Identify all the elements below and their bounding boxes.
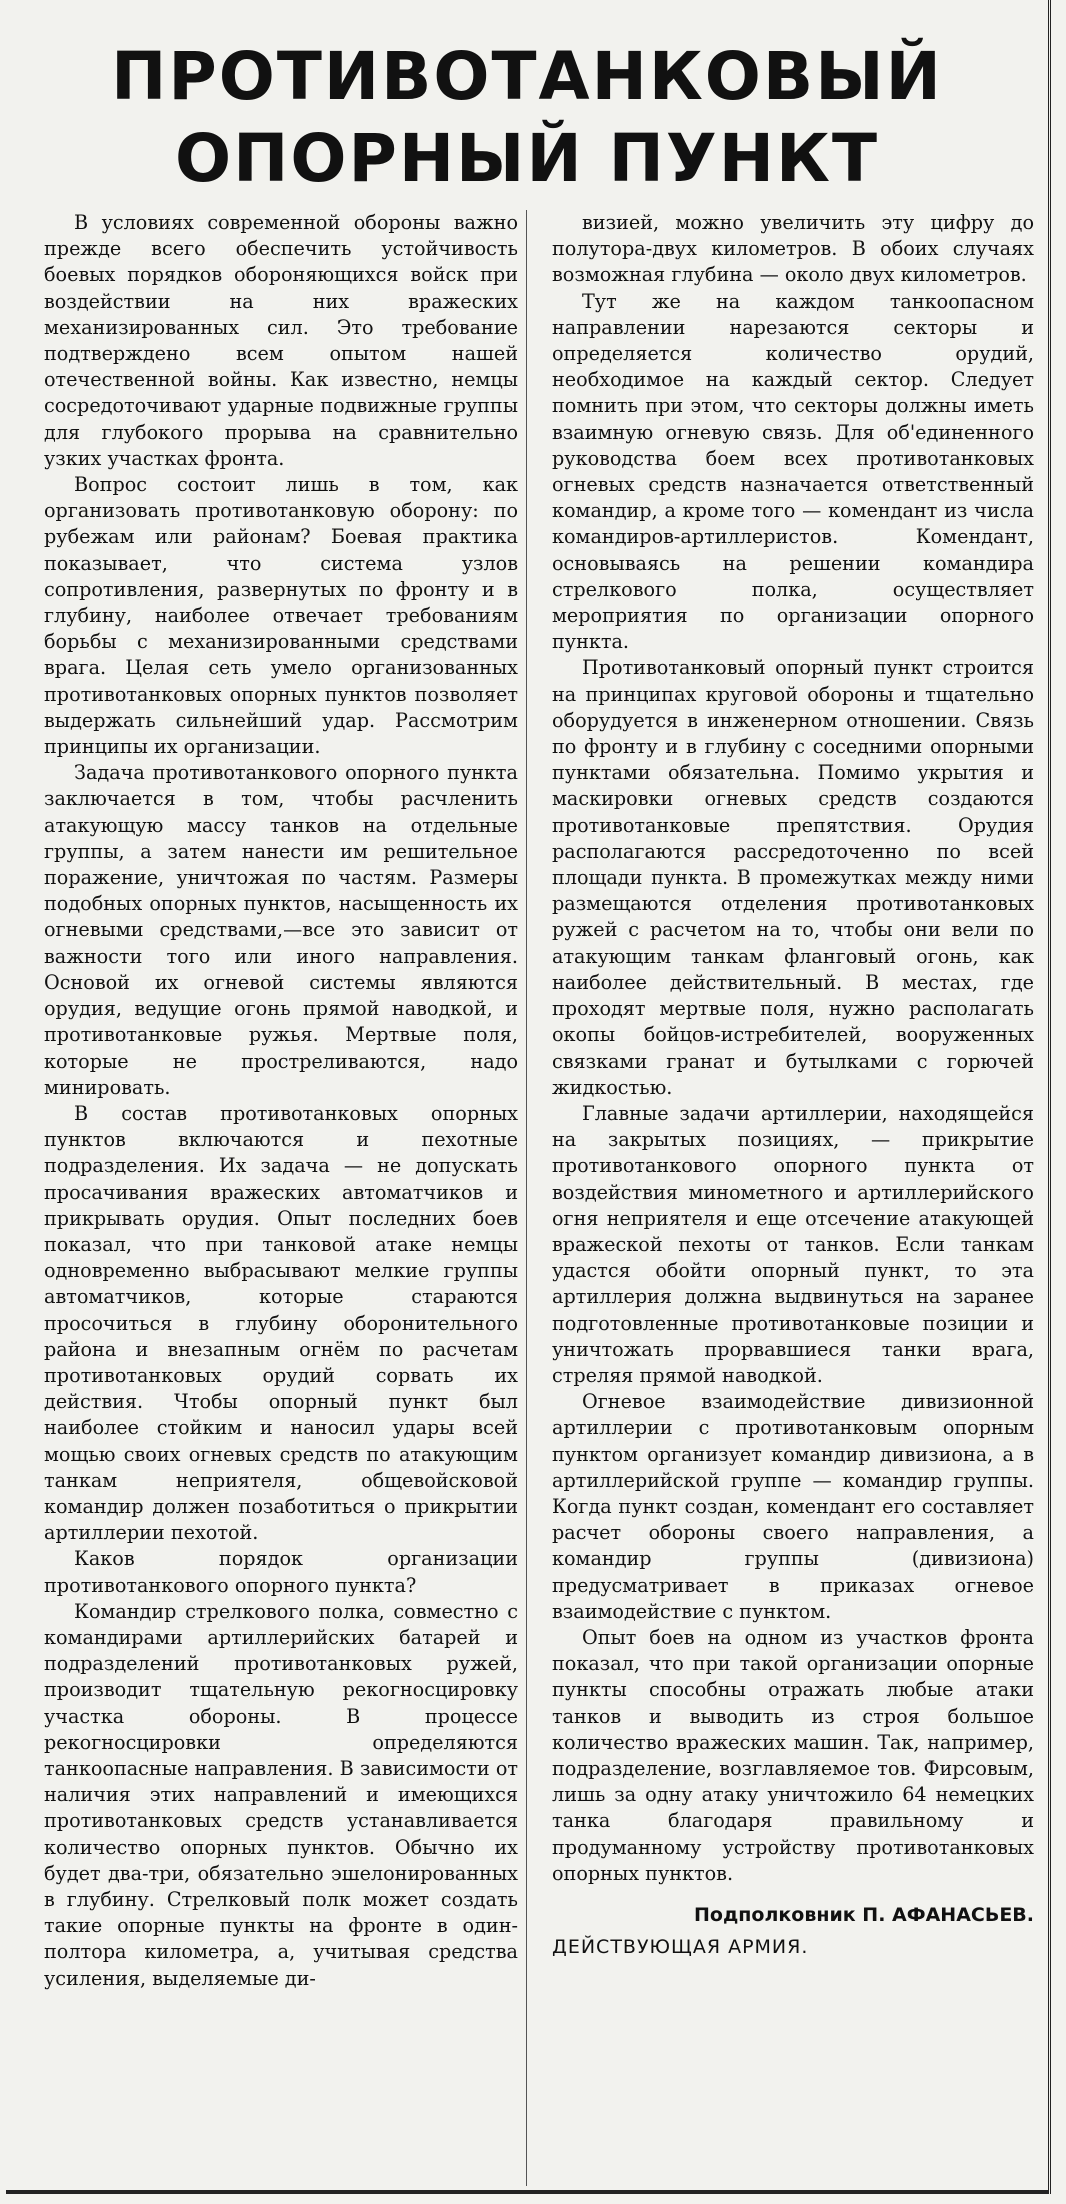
author-signature: Подполковник П. АФАНАСЬЕВ.: [693, 1904, 1034, 1926]
paragraph: Огневое взаимодействие дивизионной артиллерии с противотанковым опорным пунктом организует командир дивизиона, а в артиллерийской группе — командир группы. Когда пункт создан, комендант его составляет расчет обороны своего направления, а командир группы (дивизиона) предусматривает в приказах огневое взаимодействие с пунктом.: [552, 1390, 1034, 1623]
paragraph: Противотанковый опорный пункт строится на принципах круговой обороны и тщательно оборудуется в инженерном отношении. Связь по фронту и в глубину с соседними опорными пунктами обязательна. Помимо укрытия и маскировки огневых средств создаются противотанковые препятствия. Орудия располагаются рассредоточенно по всей площади пункта. В промежутках между ними размещаются отделения противотанковых ружей с расчетом на то, чтобы они вели по атакующим танкам фланговый огонь, как наиболее действительный. В местах, где проходят мертвые поля, нужно располагать окопы бойцов-истребителей, вооруженных связками гранат и бутылками с горючей жидкостью.: [552, 656, 1034, 1099]
paragraph: В условиях современной обороны важно прежде всего обеспечить устойчивость боевых порядков обороняющихся войск при воздействии на них вражеских механизированных сил. Это требование подтверждено всем опытом нашей отечественной войны. Как известно, немцы сосредоточивают ударные подвижные группы для глубокого прорыва на сравнительно узких участках фронта.: [44, 211, 518, 470]
article-title-line-2: ОПОРНЫЙ ПУНКТ: [175, 120, 879, 197]
dateline: ДЕЙСТВУЮЩАЯ АРМИЯ.: [552, 1936, 809, 1958]
bottom-rule: [6, 2190, 1048, 2194]
paragraph: Тут же на каждом танкоопасном направлении нарезаются секторы и определяется количество орудий, необходимое на каждый сектор. Следует помнить при этом, что секторы должны иметь взаимную огневую связь. Для об'единенного руководства боем всех противотанковых огневых средств назначается ответственный командир, а кроме того — комендант из числа командиров-артиллеристов. Комендант, основываясь на решении командира стрелкового полка, осуществляет мероприятия по организации опорного пункта.: [552, 289, 1034, 654]
paragraph: Задача противотанкового опорного пункта заключается в том, чтобы расчленить атакующую массу танков на отдельные группы, а затем нанести им решительное поражение, уничтожая по частям. Размеры подобных опорных пунктов, насыщенность их огневыми средствами,—все это зависит от важности того или иного направления. Основой их огневой системы являются орудия, ведущие огонь прямой наводкой, и противотанковые ружья. Мертвые поля, которые не простреливаются, надо минировать.: [44, 761, 518, 1099]
paragraph: Опыт боев на одном из участков фронта показал, что при такой организации опорные пункты способны отражать любые атаки танков и выводить из строя большое количество вражеских машин. Так, например, подразделение, возглавляемое тов. Фирсовым, лишь за одну атаку уничтожило 64 немецких танка благодаря правильному и продуманному устройству противотанковых опорных пунктов.: [552, 1625, 1034, 1885]
article-body: [44, 210, 1034, 2186]
paragraph: Каков порядок организации противотанкового опорного пункта?: [44, 1547, 518, 1597]
paragraph: Командир стрелкового полка, совместно с командирами артиллерийских батарей и подразделений противотанковых ружей, производит тщательную рекогносцировку участка обороны. В процессе рекогносцировки определяются танкоопасные направления. В зависимости от наличия этих направлений и имеющихся противотанковых средств устанавливается количество опорных пунктов. Обычно их будет два-три, обязательно эшелонированных в глубину. Стрелковый полк может создать такие опорные пункты на фронте в один-полтора километра, а, учитывая средства усиления, выделяемые ди-: [44, 1599, 518, 1990]
paragraph: Главные задачи артиллерии, находящейся на закрытых позициях, — прикрытие противотанкового опорного пункта от воздействия минометного и артиллерийского огня неприятеля и еще отсечение атакующей вражеской пехоты от танков. Если танкам удастся обойти опорный пункт, то эта артиллерия должна выдвинуться на заранее подготовленные противотанковые позиции и уничтожать прорвавшиеся танки врага, стреляя прямой наводкой.: [552, 1101, 1034, 1387]
article-title-line-1: ПРОТИВОТАНКОВЫЙ: [111, 38, 943, 115]
paragraph: Вопрос состоит лишь в том, как организовать противотанковую оборону: по рубежам или районам? Боевая практика показывает, что система узлов сопротивления, развернутых по фронту и в глубину, наиболее отвечает требованиям борьбы с механизированными средствами врага. Целая сеть умело организованных противотанковых опорных пунктов позволяет выдержать сильнейший удар. Рассмотрим принципы их организации.: [44, 473, 518, 759]
left-column: [44, 210, 527, 2186]
paragraph: визией, можно увеличить эту цифру до полутора-двух километров. В обоих случаях возможная глубина — около двух километров.: [552, 211, 1034, 287]
right-column: [552, 210, 1034, 2186]
paragraph: В состав противотанковых опорных пунктов включаются и пехотные подразделения. Их задача — не допускать просачивания вражеских автоматчиков и прикрывать орудия. Опыт последних боев показал, что при танковой атаке немцы одновременно выбрасывают мелкие группы автоматчиков, которые стараются просочиться в глубину оборонительного района и внезапным огнём по расчетам противотанковых орудий сорвать их действия. Чтобы опорный пункт был наиболее стойким и наносил удары всей мощью своих огневых средств по атакующим танкам неприятеля, общевойсковой командир должен позаботиться о прикрытии артиллерии пехотой.: [44, 1101, 518, 1545]
